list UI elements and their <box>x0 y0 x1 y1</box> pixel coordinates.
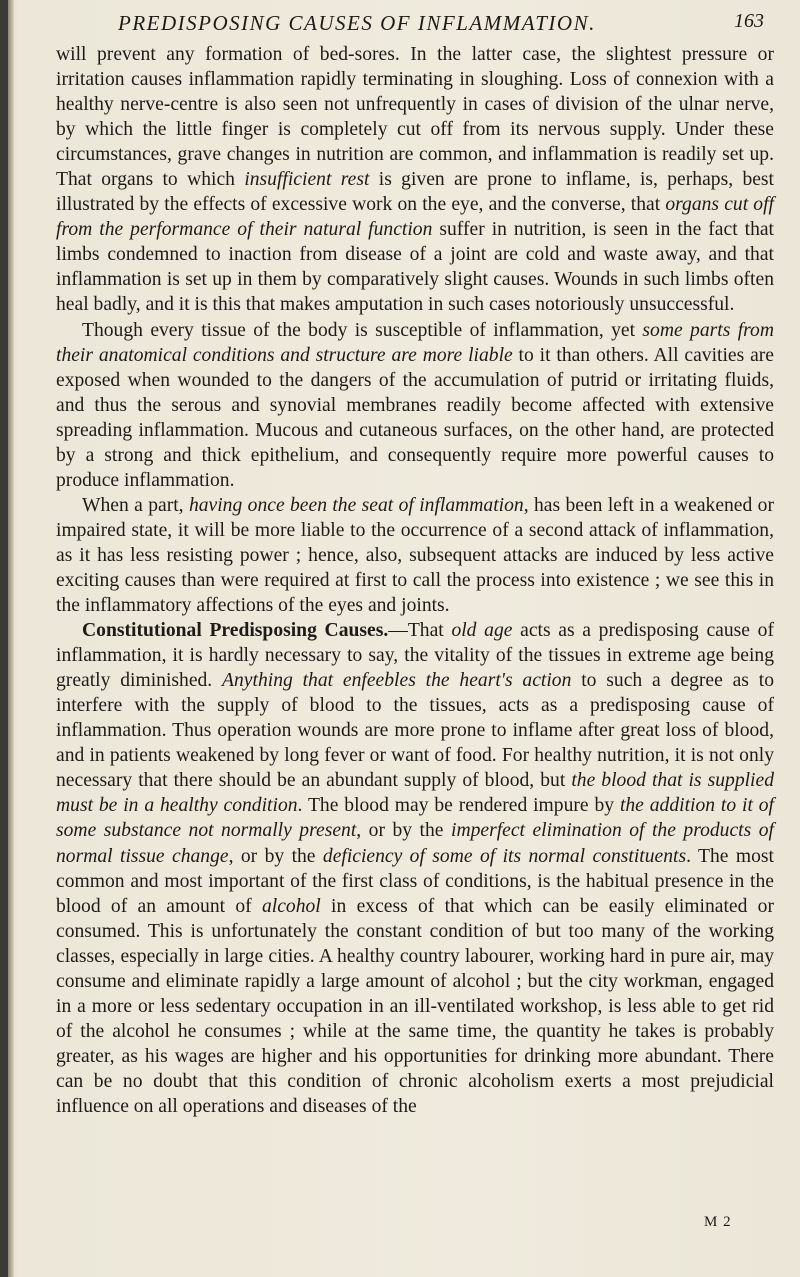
section-heading: Constitutional Predisposing Causes. <box>82 620 389 642</box>
text-run: . The blood may be rendered impure by <box>297 795 620 817</box>
binding-edge <box>0 0 8 1277</box>
binding-shadow <box>8 0 14 1277</box>
text-run: When a part, <box>82 494 189 516</box>
body-text <box>56 42 774 1119</box>
emphasis-text: insufficient rest <box>244 169 370 191</box>
emphasis-text: alcohol <box>261 895 321 917</box>
text-run: in excess of that which can be easily eliminated or consumed. This is unfortunately the constant condition of but too many of the working classes, especially in large cities. A healthy country labourer, working hard in pure air, may consume and eliminate rapidly a large amount of alcohol ; but the city workman, engaged in a more or less sedentary occupation in an ill-ventilated workshop, is less able to get rid of the alcohol he consumes ; while at the same time, the quantity he takes is probably greater, as his wages are higher and his opportunities for drinking more abundant. There can be no doubt that this condition of chronic alcoholism exerts a most prejudicial influence on all operations and diseases of the <box>56 895 774 1117</box>
emphasis-text: imperfect elimination of the products of normal tissue change <box>56 820 774 867</box>
signature-mark: M 2 <box>704 1214 732 1230</box>
paragraph-p1 <box>56 42 774 318</box>
text-run: , has been left in a weakened or impaired state, it will be more liable to the occurrence of a second attack of inflammation, as it has less resisting power ; hence, also, subsequent attacks are induced by less active exciting causes than were required at first to call the process into existence ; we see this in the inflammatory affections of the eyes and joints. <box>56 494 774 617</box>
emphasis-text: old age <box>451 620 513 642</box>
emphasis-text: the blood that is supplied must be in a healthy condition <box>56 770 774 817</box>
text-run: , or by the <box>228 845 323 867</box>
emphasis-text: the addition to it of some substance not normally present <box>56 795 775 842</box>
text-run: to it than others. All cavities are exposed when wounded to the dangers of the accumulation of putrid or irritating fluids, and thus the serous and synovial membranes readily become affected with extensive spreading inflammation. Mucous and cutaneous surfaces, on the other hand, are protected by a strong and thick epithelium, and consequently require more powerful causes to produce inflammation. <box>56 344 774 491</box>
emphasis-text: Anything that enfeebles the heart's action <box>222 670 572 692</box>
emphasis-text: organs cut off from the performance of their natural function <box>56 194 774 241</box>
running-header <box>118 6 764 40</box>
text-run: to such a degree as to interfere with the supply of blood to the tissues, acts as a predisposing cause of inflammation. Thus operation wounds are more prone to inflame after great loss of blood, and in patients weakened by long fever or want of food. For healthy nutrition, it is not only necessary that there should be an abundant supply of blood, but <box>56 670 775 792</box>
text-run: Though every tissue of the body is susceptible of inflammation, yet <box>82 319 643 341</box>
paragraph-p4 <box>56 618 774 1119</box>
running-title: PREDISPOSING CAUSES OF INFLAMMATION. <box>118 10 596 35</box>
text-run: acts as a predisposing cause of inflammation, it is hardly necessary to say, the vitality of the tissues in extreme age being greatly diminished. <box>56 620 774 692</box>
emphasis-text: deficiency of some of its normal constituents <box>322 845 687 867</box>
emphasis-text: some parts from their anatomical conditions and structure are more liable <box>56 319 774 366</box>
text-run: . The most common and most important of the first class of conditions, is the habitual presence in the blood of an amount of <box>56 845 774 917</box>
page-number: 163 <box>734 10 764 32</box>
text-run: suffer in nutrition, is seen in the fact that limbs condemned to inaction from disease of a joint are cold and waste away, and that inflammation is set up in them by comparatively slight causes. Wounds in such limbs often heal badly, and it is this that makes amputation in such cases notoriously unsuccessful. <box>56 219 775 316</box>
text-run: , or by the <box>356 820 451 842</box>
paragraph-p2 <box>56 318 774 493</box>
text-run: is given are prone to inflame, is, perhaps, best illustrated by the effects of excessive work on the eye, and the converse, that <box>56 169 775 216</box>
paragraph-p3 <box>56 493 774 618</box>
text-run: —That <box>388 620 452 642</box>
text-run: will prevent any formation of bed-sores. In the latter case, the slightest pressure or irritation causes inflammation rapidly terminating in sloughing. Loss of connexion with a healthy nerve-centre is also seen not unfrequently in cases of division of the ulnar nerve, by which the little finger is completely cut off from its nervous supply. Under these circumstances, grave changes in nutrition are common, and inflammation is readily set up. That organs to which <box>56 44 774 191</box>
emphasis-text: having once been the seat of inflammation <box>188 494 524 516</box>
